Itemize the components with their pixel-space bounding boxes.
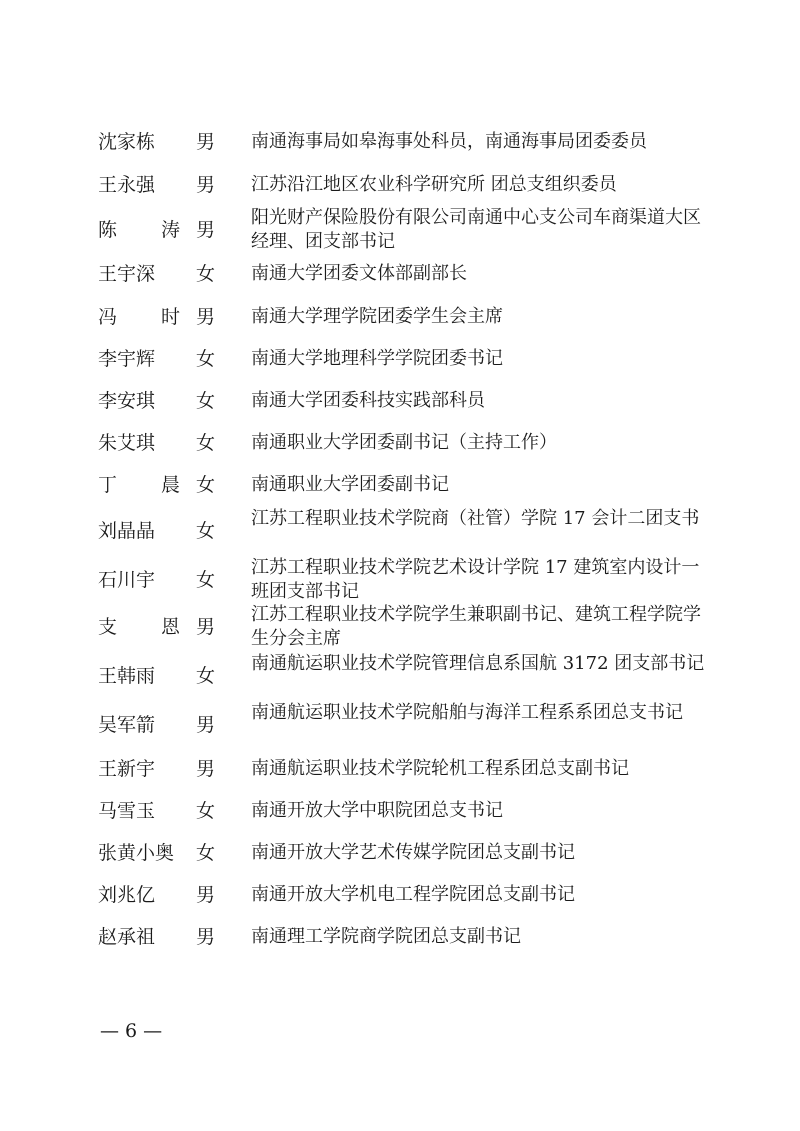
member-role: 江苏工程职业技术学院学生兼职副书记、建筑工程学院学生分会主席 — [251, 604, 701, 649]
member-gender: 女 — [196, 432, 216, 454]
member-gender: 男 — [196, 306, 216, 328]
member-role: 南通开放大学艺术传媒学院团总支副书记 — [251, 842, 575, 863]
member-gender: 女 — [196, 348, 216, 370]
member-gender: 女 — [196, 474, 216, 496]
member-role: 江苏工程职业技术学院艺术设计学院 17 建筑室内设计一班团支部书记 — [251, 557, 700, 602]
member-name: 赵承祖 — [98, 926, 156, 948]
member-name: 石川宇 — [98, 569, 156, 591]
member-name: 张黄小奥 — [98, 842, 175, 864]
member-name: 王宇深 — [98, 263, 156, 285]
member-gender: 男 — [196, 616, 216, 638]
member-gender: 女 — [196, 800, 216, 822]
member-role: 南通职业大学团委副书记 — [251, 474, 449, 495]
member-role: 南通航运职业技术学院船舶与海洋工程系系团总支书记 — [251, 702, 683, 723]
member-gender: 男 — [196, 926, 216, 948]
member-gender: 女 — [196, 390, 216, 412]
member-name: 李宇辉 — [98, 348, 156, 370]
member-gender: 女 — [196, 665, 216, 687]
member-name: 沈家栋 — [98, 131, 156, 153]
member-role: 南通大学团委文体部副部长 — [251, 263, 467, 284]
member-role: 南通理工学院商学院团总支副书记 — [251, 926, 521, 947]
member-name: 李安琪 — [98, 390, 156, 412]
member-name: 朱艾琪 — [98, 432, 156, 454]
member-name: 丁 晨 — [98, 474, 200, 496]
member-role: 南通大学团委科技实践部科员 — [251, 390, 485, 411]
member-name: 陈 涛 — [98, 219, 200, 241]
member-role: 南通大学地理科学学院团委书记 — [251, 348, 503, 369]
member-role: 南通职业大学团委副书记（主持工作） — [251, 432, 557, 453]
member-name: 王韩雨 — [98, 665, 156, 687]
member-name: 支 恩 — [98, 616, 200, 638]
member-gender: 男 — [196, 758, 216, 780]
member-gender: 男 — [196, 219, 216, 241]
member-role: 南通开放大学机电工程学院团总支副书记 — [251, 884, 575, 905]
member-gender: 女 — [196, 263, 216, 285]
member-role: 南通航运职业技术学院轮机工程系团总支副书记 — [251, 758, 629, 779]
member-name: 刘晶晶 — [98, 520, 156, 542]
member-gender: 女 — [196, 842, 216, 864]
member-gender: 男 — [196, 131, 216, 153]
member-name: 冯 时 — [98, 306, 200, 328]
member-gender: 男 — [196, 714, 216, 736]
member-role: 南通大学理学院团委学生会主席 — [251, 306, 503, 327]
member-name: 吴军箭 — [98, 714, 156, 736]
member-gender: 男 — [196, 884, 216, 906]
member-name: 刘兆亿 — [98, 884, 156, 906]
member-role: 南通海事局如皋海事处科员，南通海事局团委委员 — [251, 131, 647, 152]
member-name: 王新宇 — [98, 758, 156, 780]
member-role: 江苏工程职业技术学院商（社管）学院 17 会计二团支书 — [251, 508, 700, 529]
member-name: 马雪玉 — [98, 800, 156, 822]
member-name: 王永强 — [98, 174, 156, 196]
member-role: 南通航运职业技术学院管理信息系国航 3172 团支部书记 — [251, 653, 705, 674]
member-gender: 女 — [196, 520, 216, 542]
member-gender: 女 — [196, 569, 216, 591]
page-number: — 6 — — [100, 1020, 163, 1042]
member-role: 江苏沿江地区农业科学研究所 团总支组织委员 — [251, 174, 617, 195]
member-role: 阳光财产保险股份有限公司南通中心支公司车商渠道大区经理、团支部书记 — [251, 207, 701, 252]
member-role: 南通开放大学中职院团总支书记 — [251, 800, 503, 821]
member-gender: 男 — [196, 174, 216, 196]
